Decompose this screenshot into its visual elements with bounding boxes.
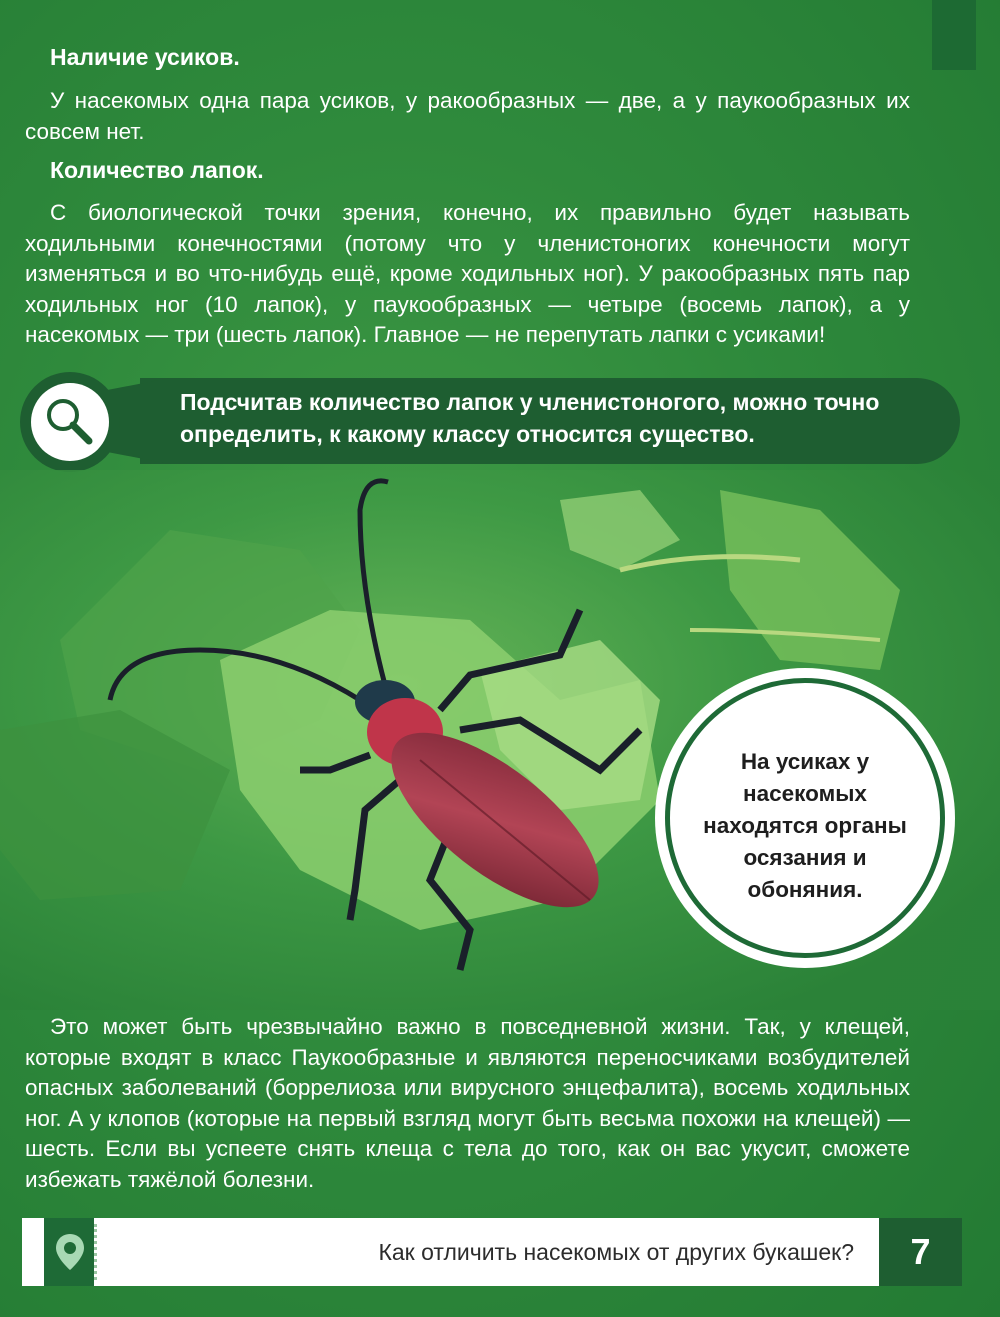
tip-text: Подсчитав количество лапок у членистоногого, можно точно определить, к какому классу относится существо. [180,389,880,447]
fact-bubble [655,668,955,968]
heading-antennae: Наличие усиков. [50,44,240,70]
location-pin-icon [54,1232,86,1272]
magnifier-icon [31,383,109,461]
footer-title: Как отличить насекомых от других букашек? [378,1239,854,1265]
fact-text: На усиках у насекомых находятся органы осязания и обоняния. [703,749,907,902]
tip-banner [20,372,960,472]
paragraph-ticks: Это может быть чрезвычайно важно в повседневной жизни. Так, у клещей, которые входят в класс Паукообразные и являются переносчиками возбудителей опасных заболеваний (боррелиоза или вирусного энцефалита), восемь ходильных ног. А у клопов (которые на первый взгляд могут быть весьма похожи на клещей) — шесть. Если вы успеете снять клеща с тела до того, как он вас укусит, сможете избежать тяжёлой болезни. [25,1014,910,1192]
paragraph-antennae: У насекомых одна пара усиков, у ракообразных — две, а у паукообразных их совсем нет. [25,88,910,144]
corner-tab [932,0,976,70]
page-number: 7 [879,1218,962,1286]
footer-bar [22,1218,962,1286]
heading-legs: Количество лапок. [50,157,264,183]
paragraph-legs: С биологической точки зрения, конечно, их правильно будет называть ходильными конечностями (потому что у членистоногих конечности могут изменяться и во что-нибудь ещё, кроме ходильных ног). У ракообразных пять пар ходильных ног (10 лапок), у паукообразных — четыре (восемь лапок), а у насекомых — три (шесть лапок). Главное — не перепутать лапки с усиками! [25,200,910,347]
